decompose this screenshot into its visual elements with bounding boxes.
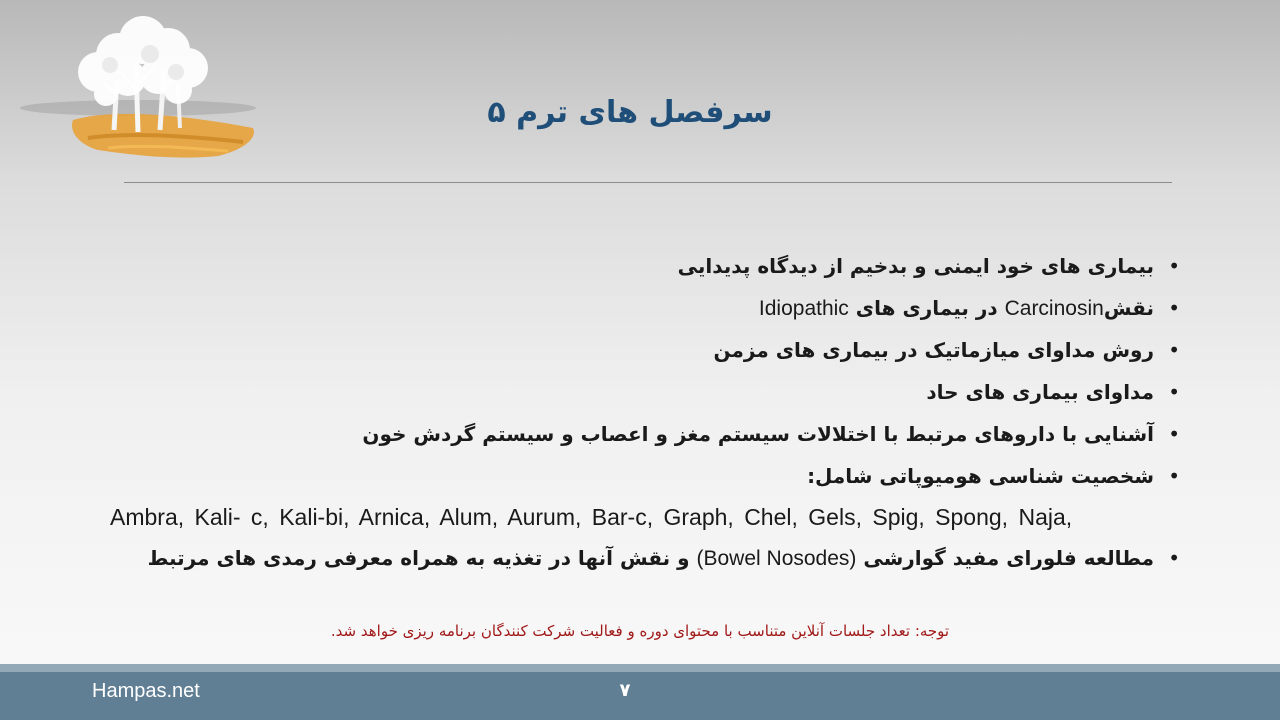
list-item [70,245,1180,287]
footer-site-name: Hampas.net [92,680,200,702]
remedies-line: Ambra, Kali- c, Kali-bi, Arnica, Alum, Aurum, Bar-c, Graph, Chel, Gels, Spig, Spong, Naja, [110,504,1073,530]
list-item-text-prefix: مطالعه فلورای مفید گوارشی [856,546,1154,570]
list-item-text-middle: در بیماری های [848,296,1005,320]
list-item-text: شخصیت شناسی هومیوپاتی شامل: [807,464,1154,488]
list-item [70,287,1180,329]
list-item-text-middle: و نقش آنها در تغذیه به همراه معرفی رمدی های مرتبط [147,546,697,570]
list-item-latin-term: Idiopathic [758,297,849,320]
list-item [70,413,1180,455]
trees-illustration [18,10,268,165]
list-item-text: آشنایی با داروهای مرتبط با اختلالات سیستم مغز و اعصاب و سیستم گردش خون [362,422,1154,446]
list-item-text: روش مداوای میازماتیک در بیماری های مزمن [713,338,1154,362]
list-item [70,455,1180,497]
footer-accent-band [0,664,1280,672]
list-item-text-prefix: نقش [1103,296,1154,320]
list-item-text: مداوای بیماری های حاد [926,380,1154,404]
list-item [70,371,1180,413]
list-item [70,537,1180,579]
list-item [70,329,1180,371]
list-item-latin-term: (Bowel Nosodes) [696,547,857,570]
footer-bar [0,672,1280,720]
list-item-latin-term: Carcinosin [1004,297,1104,320]
title-divider [124,182,1172,183]
note-text: توجه: تعداد جلسات آنلاین متناسب با محتوای دوره و فعالیت شرکت کنندگان برنامه ریزی خواهد شد. [330,622,950,640]
slide-title: سرفصل های ترم ۵ [487,95,773,130]
page-number: ۷ [619,680,631,701]
list-item-text: بیماری های خود ایمنی و بدخیم از دیدگاه پدیدایی [677,254,1154,278]
syllabus-list [70,245,1180,579]
